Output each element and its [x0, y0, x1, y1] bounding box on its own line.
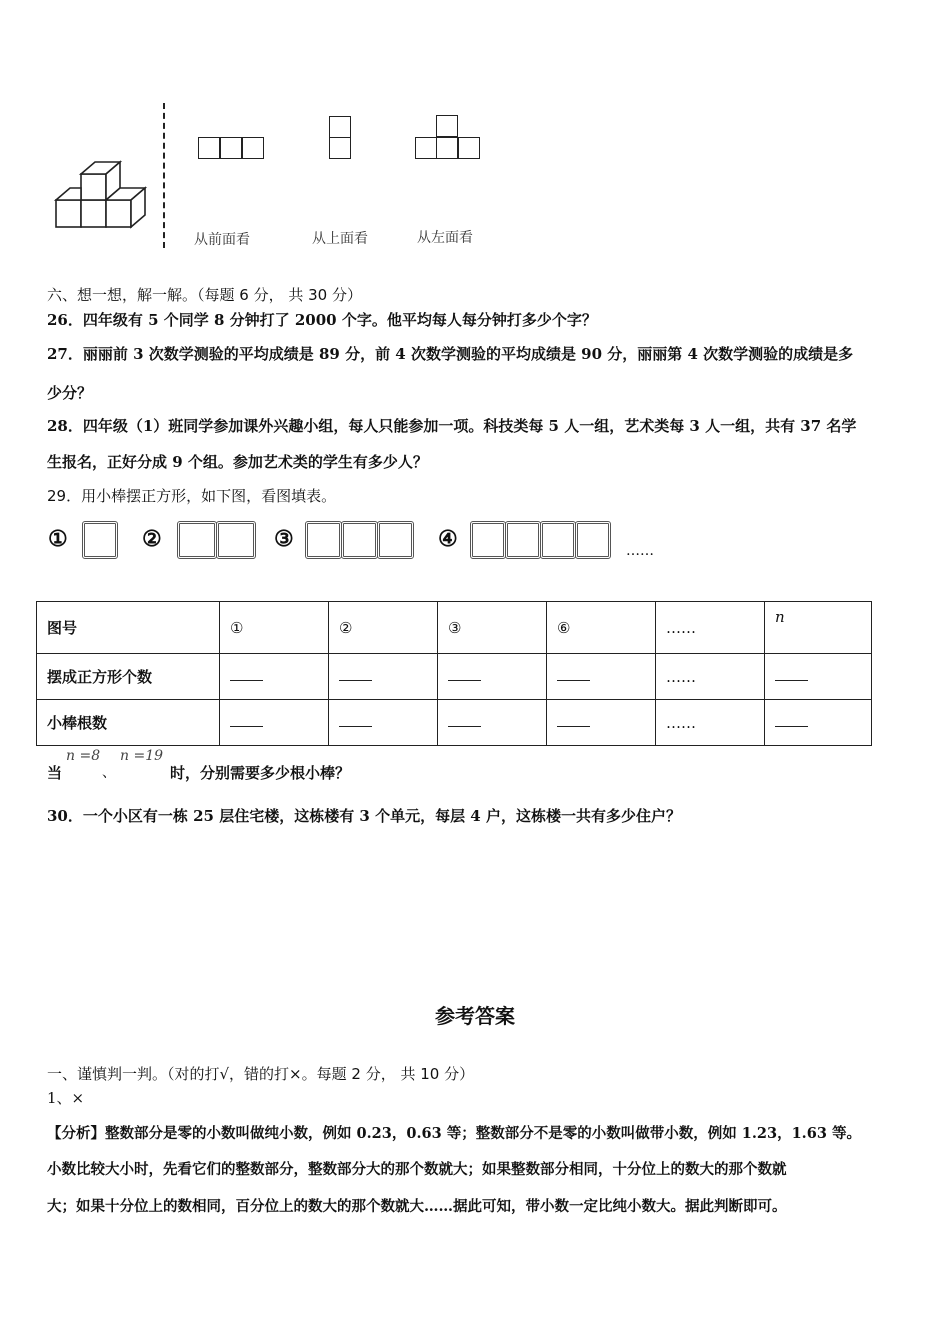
stick-square	[505, 521, 541, 559]
row-header: 摆成正方形个数	[37, 654, 220, 700]
top-view-label: 从上面看	[312, 231, 368, 247]
figure-label-2: ②	[142, 526, 162, 552]
row-header: 图号	[37, 602, 220, 654]
blank-field[interactable]	[329, 654, 438, 700]
blank-field[interactable]	[765, 700, 872, 746]
question-28-line1: 28．四年级（1）班同学参加课外兴趣小组，每人只能参加一项。科技类每 5 人一组，艺术类每 3 人一组，共有 37 名学	[47, 417, 857, 435]
table-cell: ……	[656, 602, 765, 654]
stick-square	[341, 521, 378, 559]
table-cell: ……	[656, 654, 765, 700]
row-header: 小棒根数	[37, 700, 220, 746]
stick-square	[540, 521, 576, 559]
table-row-stick-count	[37, 700, 872, 746]
analysis-line3: 大；如果十分位上的数相同，百分位上的数大的那个数就大……据此可知，带小数一定比纯小数大。据此判断即可。	[47, 1198, 787, 1215]
stick-square	[575, 521, 611, 559]
question-27-line1: 27．丽丽前 3 次数学测验的平均成绩是 89 分，前 4 次数学测验的平均成绩是 90 分，丽丽第 4 次数学测验的成绩是多	[47, 345, 854, 363]
figure-label-1: ①	[48, 526, 68, 552]
stick-square	[177, 521, 217, 559]
blank-field[interactable]	[547, 700, 656, 746]
followup-n1: n =8	[66, 748, 101, 764]
table-cell: ①	[220, 602, 329, 654]
stacked-cubes-drawing	[52, 158, 152, 233]
blank-field[interactable]	[765, 654, 872, 700]
question-28-line2: 生报名，正好分成 9 个组。参加艺术类的学生有多少人？	[47, 453, 428, 471]
stick-square	[305, 521, 342, 559]
section6-heading: 六、想一想，解一解。（每题 6 分， 共 30 分）	[47, 286, 362, 304]
question-26: 26．四年级有 5 个同学 8 分钟打了 2000 个字。他平均每人每分钟打多少个字？	[47, 311, 597, 329]
blank-field[interactable]	[438, 700, 547, 746]
table-cell: ③	[438, 602, 547, 654]
figure-label-4: ④	[438, 526, 458, 552]
table-cell-n: n	[765, 602, 872, 654]
stick-square	[216, 521, 256, 559]
blank-field[interactable]	[547, 654, 656, 700]
analysis-line1: 【分析】整数部分是零的小数叫做纯小数，例如 0.23，0.63 等；整数部分不是零的小数叫做带小数，例如 1.23，1.63 等。	[47, 1125, 861, 1142]
blank-field[interactable]	[329, 700, 438, 746]
question-27-line2: 少分？	[47, 384, 93, 402]
stick-square	[377, 521, 414, 559]
answers-section1-heading: 一、谨慎判一判。（对的打√，错的打×。每题 2 分， 共 10 分）	[47, 1065, 475, 1083]
answers-title: 参考答案	[435, 1004, 515, 1028]
table-cell: ②	[329, 602, 438, 654]
blank-field[interactable]	[220, 700, 329, 746]
table-cell: ⑥	[547, 602, 656, 654]
blank-field[interactable]	[220, 654, 329, 700]
followup-prefix: 当	[47, 764, 63, 782]
sticks-table	[36, 601, 872, 746]
question-29: 29．用小棒摆正方形，如下图，看图填表。	[47, 487, 337, 505]
stick-square	[470, 521, 506, 559]
answer-1: 1、×	[47, 1089, 85, 1107]
table-row-square-count	[37, 654, 872, 700]
analysis-line2: 小数比较大小时，先看它们的整数部分，整数部分大的那个数就大；如果整数部分相同，十分位上的数大的那个数就	[47, 1161, 787, 1178]
followup-sep: 、	[102, 765, 116, 781]
question-30: 30．一个小区有一栋 25 层住宅楼，这栋楼有 3 个单元，每层 4 户，这栋楼一共有多少住户？	[47, 807, 681, 825]
blank-field[interactable]	[438, 654, 547, 700]
table-cell: ……	[656, 700, 765, 746]
left-view-label: 从左面看	[417, 230, 473, 246]
front-view-label: 从前面看	[194, 232, 250, 248]
followup-suffix: 时，分别需要多少根小棒？	[170, 764, 351, 782]
stick-square	[82, 521, 118, 559]
figure-ellipsis: ……	[626, 543, 654, 559]
figure-label-3: ③	[274, 526, 294, 552]
dashed-divider	[163, 103, 165, 248]
followup-n2: n =19	[120, 748, 164, 764]
table-row-figure-number	[37, 602, 872, 654]
